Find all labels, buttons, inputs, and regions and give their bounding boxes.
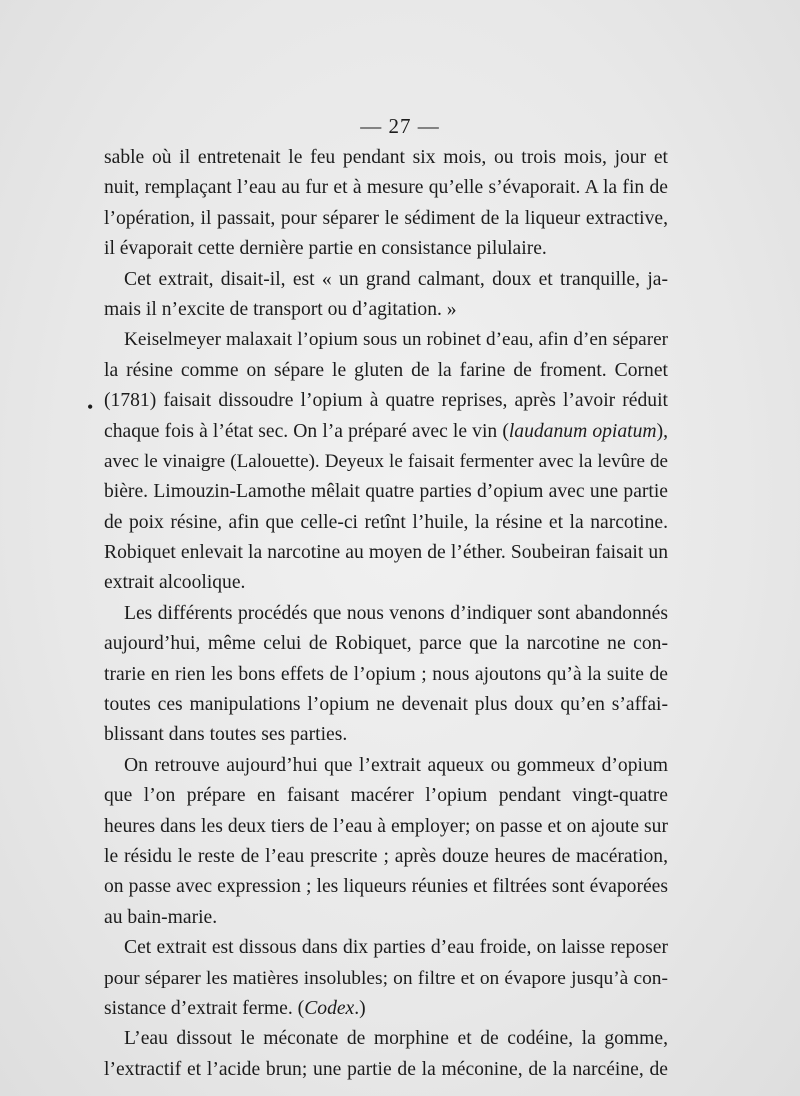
text-line: de poix résine, afin que celle-ci retînt l’huile, la résine et la narcotine.	[104, 511, 668, 533]
italic-term: laudanum opiatum	[508, 420, 657, 442]
text-line: aujourd’hui, même celui de Robiquet, parce que la narcotine ne con-	[104, 633, 668, 655]
text-line: que l’on prépare en faisant macérer l’opium pendant vingt-quatre	[104, 785, 668, 807]
text-line: Cet extrait, disait-il, est « un grand calmant, doux et tranquille, ja-	[124, 268, 668, 290]
page-number: — 27 —	[360, 114, 440, 138]
text-line: avec le vinaigre (Lalouette). Deyeux le faisait fermenter avec la levûre de	[104, 450, 668, 472]
text-line: mais il n’excite de transport ou d’agitation. »	[104, 298, 457, 320]
text-line: Les différents procédés que nous venons d’indiquer sont abandonnés	[124, 602, 668, 624]
text-line: la résine comme on sépare le gluten de la farine de froment. Cornet	[104, 359, 668, 381]
text-line: trarie en rien les bons effets de l’opium ; nous ajoutons qu’à la suite de	[104, 663, 668, 685]
text-line: au bain-marie.	[104, 906, 218, 928]
text-line: il évaporait cette dernière partie en consistance pilulaire.	[104, 238, 547, 260]
text-line: blissant dans toutes ses parties.	[104, 724, 348, 746]
text-line: toutes ces manipulations l’opium ne devenait plus doux qu’en s’affai-	[104, 694, 668, 716]
text-line: sistance d’extrait ferme. (Codex.)	[104, 997, 366, 1019]
text-line: le résidu le reste de l’eau prescrite ; après douze heures de macération,	[104, 845, 668, 867]
text-line: l’opération, il passait, pour séparer le sédiment de la liqueur extractive,	[104, 207, 668, 229]
text-line: On retrouve aujourd’hui que l’extrait aqueux ou gommeux d’opium	[124, 754, 668, 776]
text-line: Robiquet enlevait la narcotine au moyen de l’éther. Soubeiran faisait un	[104, 542, 668, 564]
text-line: Keiselmeyer malaxait l’opium sous un robinet d’eau, afin d’en séparer	[124, 329, 668, 351]
text-line: chaque fois à l’état sec. On l’a préparé avec le vin (laudanum opiatum),	[104, 420, 668, 442]
text-line: heures dans les deux tiers de l’eau à employer; on passe et on ajoute sur	[104, 815, 668, 837]
text-line: L’eau dissout le méconate de morphine et de codéine, la gomme,	[124, 1028, 668, 1050]
body-text	[104, 143, 668, 1085]
text-line: pour séparer les matières insolubles; on filtre et on évapore jusqu’à con-	[104, 967, 668, 989]
margin-mark: •	[87, 397, 94, 417]
text-line: Cet extrait est dissous dans dix parties d’eau froide, on laisse reposer	[124, 937, 668, 959]
text-line: l’extractif et l’acide brun; une partie de la méconine, de la narcéine, de	[104, 1058, 668, 1080]
text-line: sable où il entretenait le feu pendant six mois, ou trois mois, jour et	[104, 147, 668, 168]
text-line: (1781) faisait dissoudre l’opium à quatre reprises, après l’avoir réduit	[104, 390, 668, 412]
text-line: on passe avec expression ; les liqueurs réunies et filtrées sont évaporées	[104, 876, 668, 898]
italic-term: Codex	[304, 997, 355, 1019]
text-line: bière. Limouzin-Lamothe mêlait quatre parties d’opium avec une partie	[104, 481, 668, 503]
text-line: extrait alcoolique.	[104, 572, 246, 594]
text-line: nuit, remplaçant l’eau au fur et à mesure qu’elle s’évaporait. A la fin de	[104, 177, 668, 199]
